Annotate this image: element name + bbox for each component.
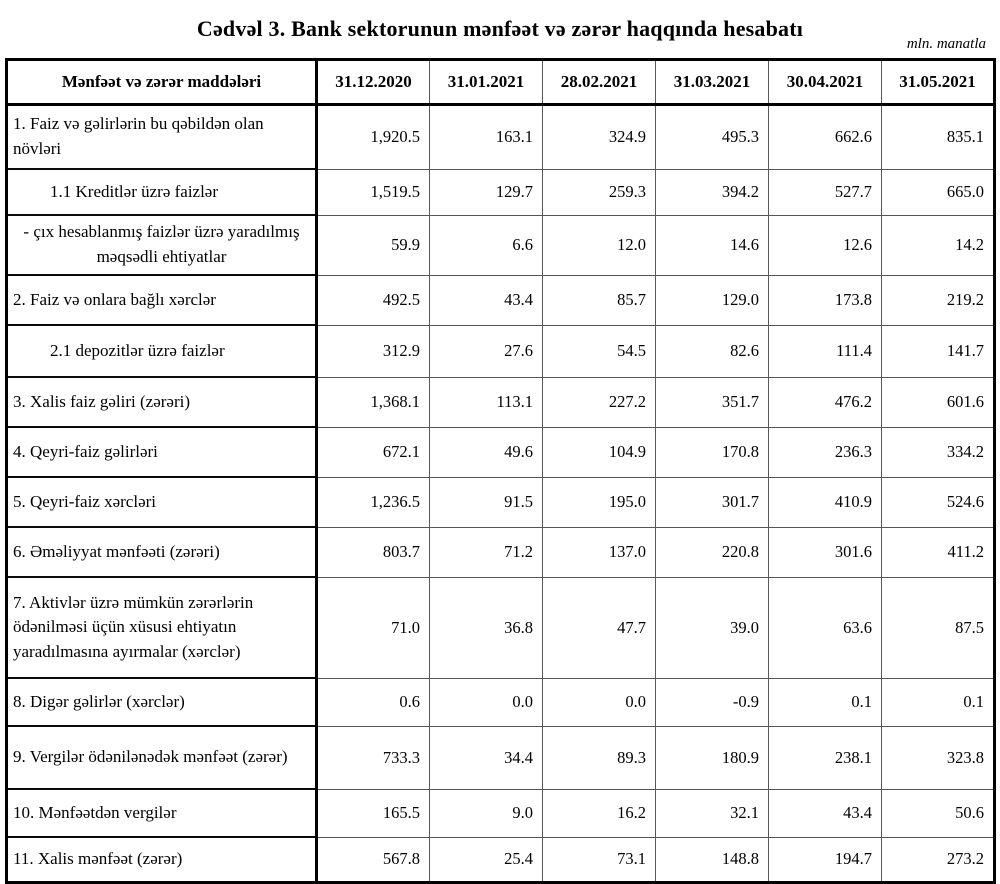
value-cell: 410.9 [769,477,882,527]
value-cell: 170.8 [656,427,769,477]
value-cell: 524.6 [882,477,995,527]
row-label: 3. Xalis faiz gəliri (zərəri) [7,377,317,427]
value-cell: 165.5 [317,789,430,837]
table-row [7,427,995,477]
value-cell: 32.1 [656,789,769,837]
value-cell: 73.1 [543,837,656,883]
value-cell: 16.2 [543,789,656,837]
value-cell: 89.3 [543,726,656,789]
value-cell: 0.1 [769,678,882,726]
row-label: 8. Digər gəlirlər (xərclər) [7,678,317,726]
value-cell: 411.2 [882,527,995,577]
row-label: 1.1 Kreditlər üzrə faizlər [7,169,317,215]
value-cell: 0.0 [543,678,656,726]
date-column-header: 31.03.2021 [656,60,769,105]
table-row [7,325,995,377]
value-cell: 527.7 [769,169,882,215]
value-cell: 9.0 [430,789,543,837]
value-cell: 49.6 [430,427,543,477]
value-cell: 0.6 [317,678,430,726]
value-cell: 173.8 [769,275,882,325]
table-row [7,105,995,170]
value-cell: 672.1 [317,427,430,477]
value-cell: 71.0 [317,577,430,678]
value-cell: 1,368.1 [317,377,430,427]
row-label: 6. Əməliyyat mənfəəti (zərəri) [7,527,317,577]
value-cell: 259.3 [543,169,656,215]
value-cell: 220.8 [656,527,769,577]
value-cell: 50.6 [882,789,995,837]
value-cell: 219.2 [882,275,995,325]
value-cell: 71.2 [430,527,543,577]
row-label: 4. Qeyri-faiz gəlirləri [7,427,317,477]
value-cell: 14.2 [882,215,995,275]
value-cell: 129.0 [656,275,769,325]
value-cell: 334.2 [882,427,995,477]
value-cell: 227.2 [543,377,656,427]
value-cell: 476.2 [769,377,882,427]
value-cell: 323.8 [882,726,995,789]
value-cell: 59.9 [317,215,430,275]
value-cell: 0.0 [430,678,543,726]
value-cell: 39.0 [656,577,769,678]
date-column-header: 28.02.2021 [543,60,656,105]
value-cell: 113.1 [430,377,543,427]
table-body [7,105,995,883]
table-row [7,527,995,577]
value-cell: 14.6 [656,215,769,275]
value-cell: 665.0 [882,169,995,215]
report-header [0,0,1000,58]
row-label: 11. Xalis mənfəət (zərər) [7,837,317,883]
value-cell: 63.6 [769,577,882,678]
date-column-header: 30.04.2021 [769,60,882,105]
table-title: Cədvəl 3. Bank sektorunun mənfəət və zərər haqqında hesabatı [196,16,804,41]
value-cell: 195.0 [543,477,656,527]
row-label: 7. Aktivlər üzrə mümkün zərərlərin ödənilməsi üçün xüsusi ehtiyatın yaradılmasına ayırmalar (xərclər) [7,577,317,678]
value-cell: 324.9 [543,105,656,170]
row-label: 5. Qeyri-faiz xərcləri [7,477,317,527]
value-cell: 194.7 [769,837,882,883]
value-cell: 25.4 [430,837,543,883]
table-row [7,577,995,678]
row-label: 1. Faiz və gəlirlərin bu qəbildən olan növləri [7,105,317,170]
value-cell: 1,519.5 [317,169,430,215]
value-cell: 6.6 [430,215,543,275]
value-cell: 803.7 [317,527,430,577]
table-row [7,678,995,726]
value-cell: 148.8 [656,837,769,883]
value-cell: 47.7 [543,577,656,678]
value-cell: 1,236.5 [317,477,430,527]
header-row [7,60,995,105]
value-cell: 733.3 [317,726,430,789]
row-label: 2.1 depozitlər üzrə faizlər [7,325,317,377]
value-cell: 87.5 [882,577,995,678]
value-cell: 351.7 [656,377,769,427]
value-cell: 36.8 [430,577,543,678]
value-cell: 85.7 [543,275,656,325]
value-cell: 1,920.5 [317,105,430,170]
profit-loss-table [5,58,996,884]
value-cell: 492.5 [317,275,430,325]
value-cell: -0.9 [656,678,769,726]
row-label: 2. Faiz və onlara bağlı xərclər [7,275,317,325]
value-cell: 34.4 [430,726,543,789]
value-cell: 236.3 [769,427,882,477]
date-column-header: 31.05.2021 [882,60,995,105]
value-cell: 104.9 [543,427,656,477]
value-cell: 394.2 [656,169,769,215]
value-cell: 273.2 [882,837,995,883]
value-cell: 82.6 [656,325,769,377]
value-cell: 54.5 [543,325,656,377]
table-row [7,837,995,883]
value-cell: 495.3 [656,105,769,170]
unit-note: mln. manatla [906,36,986,52]
table-row [7,275,995,325]
table-row [7,169,995,215]
value-cell: 141.7 [882,325,995,377]
value-cell: 12.0 [543,215,656,275]
value-cell: 662.6 [769,105,882,170]
table-row [7,215,995,275]
date-column-header: 31.01.2021 [430,60,543,105]
value-cell: 567.8 [317,837,430,883]
row-label: - çıx hesablanmış faizlər üzrə yaradılmış məqsədli ehtiyatlar [7,215,317,275]
value-cell: 301.7 [656,477,769,527]
table-row [7,789,995,837]
table-row [7,377,995,427]
row-label: 10. Mənfəətdən vergilər [7,789,317,837]
table-row [7,726,995,789]
value-cell: 238.1 [769,726,882,789]
value-cell: 835.1 [882,105,995,170]
value-cell: 137.0 [543,527,656,577]
value-cell: 312.9 [317,325,430,377]
value-cell: 12.6 [769,215,882,275]
date-column-header: 31.12.2020 [317,60,430,105]
value-cell: 43.4 [769,789,882,837]
value-cell: 111.4 [769,325,882,377]
value-cell: 43.4 [430,275,543,325]
items-column-header: Mənfəət və zərər maddələri [7,60,317,105]
row-label: 9. Vergilər ödənilənədək mənfəət (zərər) [7,726,317,789]
value-cell: 129.7 [430,169,543,215]
value-cell: 27.6 [430,325,543,377]
value-cell: 163.1 [430,105,543,170]
value-cell: 180.9 [656,726,769,789]
value-cell: 91.5 [430,477,543,527]
value-cell: 301.6 [769,527,882,577]
value-cell: 0.1 [882,678,995,726]
table-row [7,477,995,527]
value-cell: 601.6 [882,377,995,427]
